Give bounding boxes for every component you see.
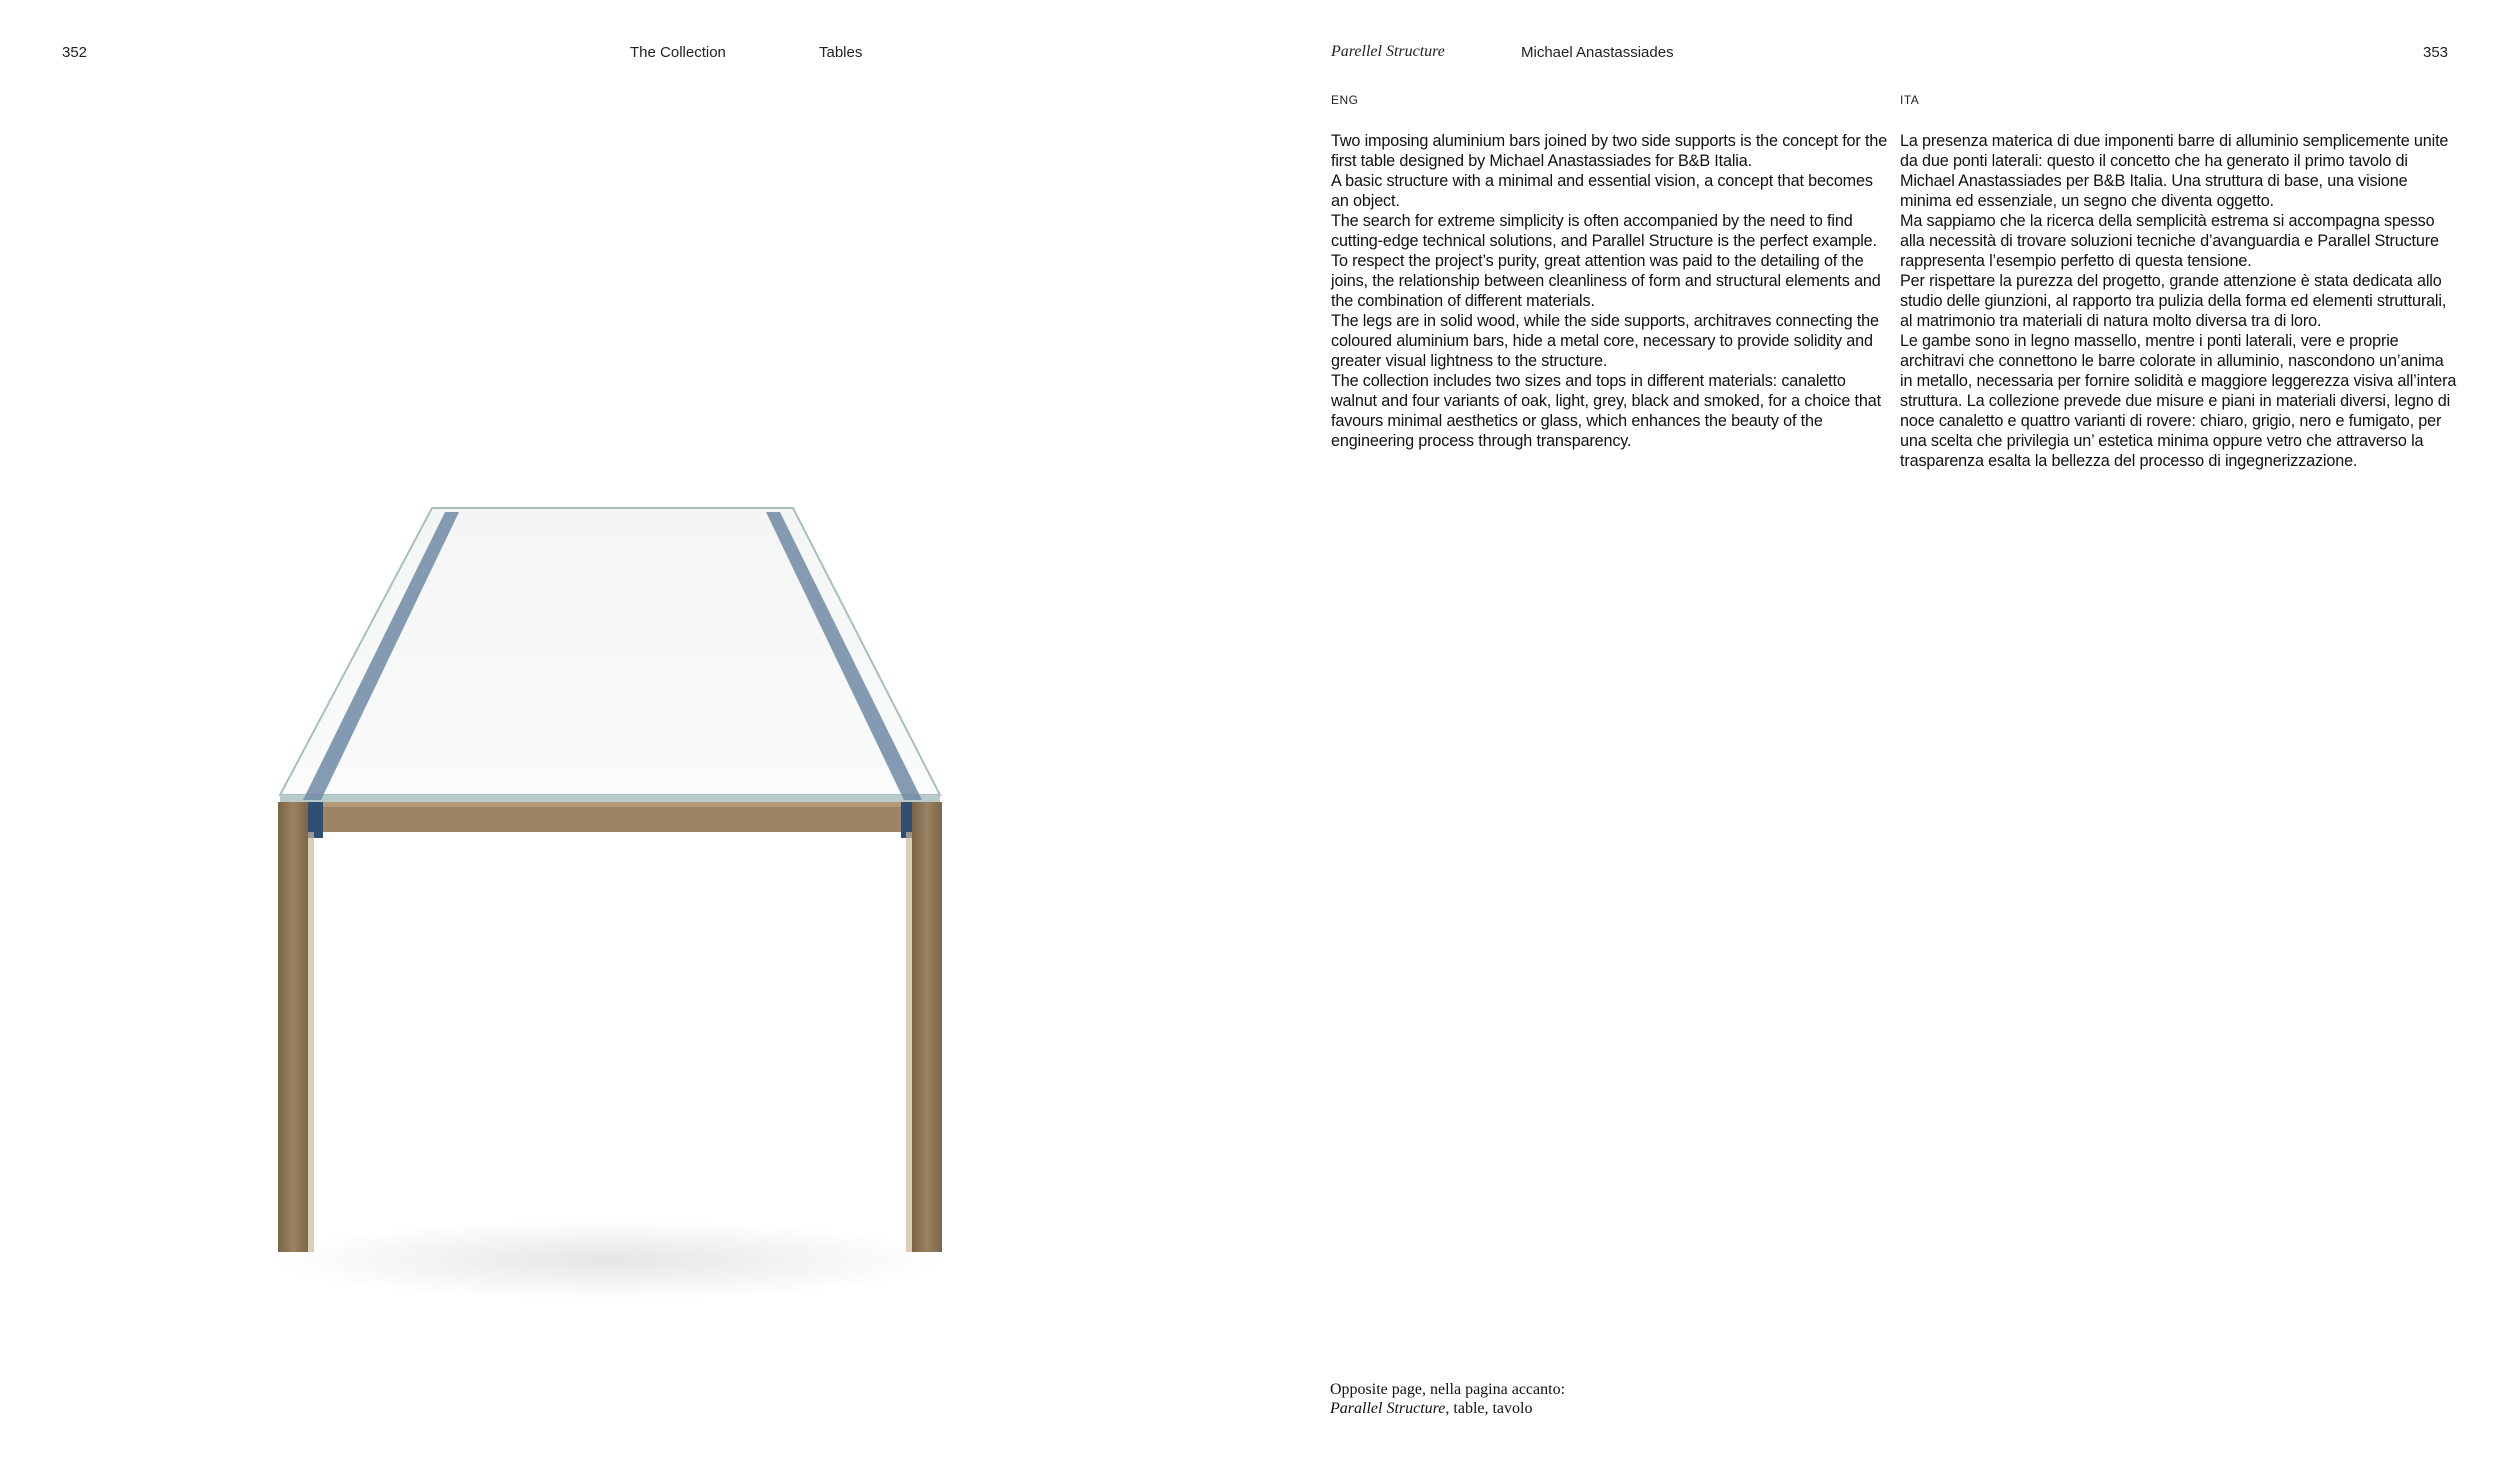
eng-paragraph: Two imposing aluminium bars joined by two side supports is the concept for the first table designed by Michael Anastassiades for B&B Italia. — [1331, 132, 1888, 170]
floor-shadow — [270, 1220, 950, 1300]
ita-paragraph: La presenza materica di due imponenti barre di alluminio semplicemente unite da due ponti laterali: questo il concetto che ha generato il primo tavolo di Michael Anastassiades per B&B Italia. Una struttura di base, una visione minima ed essenziale, un segno che diventa oggetto. — [1900, 132, 2449, 210]
eng-text — [1331, 131, 1891, 451]
caption-product-name: Parallel Structure — [1330, 1400, 1446, 1417]
ita-text — [1900, 131, 2460, 471]
product-title: Parellel Structure — [1331, 43, 1445, 60]
caption-line-2 — [1330, 1399, 1565, 1418]
header-category: Tables — [819, 44, 863, 61]
front-leg-left — [278, 802, 308, 1252]
table-photo — [200, 440, 1020, 1340]
eng-paragraph: A basic structure with a minimal and essential vision, a concept that becomes an object. — [1331, 172, 1873, 210]
eng-paragraph: The search for extreme simplicity is often accompanied by the need to find cutting-edge technical solutions, and Parallel Structure is the perfect example. To respect the project’s purity, great attention was paid to the detailing of the joins, the relationship between cleanliness of form and structural elements and the combination of different materials. — [1331, 212, 1881, 310]
glass-edge — [280, 795, 940, 802]
ita-label: ITA — [1900, 93, 1920, 107]
photo-caption — [1330, 1380, 1565, 1418]
caption-description: , table, tavolo — [1445, 1400, 1533, 1417]
caption-line: Opposite page, nella pagina accanto: — [1330, 1381, 1566, 1398]
front-leg-right — [912, 802, 942, 1252]
ita-paragraph: Le gambe sono in legno massello, mentre i ponti laterali, vere e proprie architravi che connettono le barre colorate in alluminio, nascondono un’anima in metallo, necessaria per fornire solidità e maggiore leggerezza visiva all’intera struttura. La collezione prevede due misure e piani in materiali diversi, legno di noce canaletto e quattro varianti di rovere: chiaro, grigio, nero e fumigato, per una scelta che privilegia un’ estetica minima oppure vetro che attraverso la trasparenza esalta la bellezza del processo di ingegnerizzazione. — [1900, 332, 2457, 470]
designer-name: Michael Anastassiades — [1521, 44, 1674, 61]
eng-label: ENG — [1331, 93, 1359, 107]
eng-paragraph: The legs are in solid wood, while the side supports, architraves connecting the coloured aluminium bars, hide a metal core, necessary to provide solidity and greater visual lightness to the structure. — [1331, 312, 1879, 370]
eng-paragraph: The collection includes two sizes and tops in different materials: canaletto walnut and four variants of oak, light, grey, black and smoked, for a choice that favours minimal aesthetics or glass, which enhances the beauty of the engineering process through transparency. — [1331, 372, 1881, 450]
page-number-left: 352 — [62, 44, 88, 61]
header-section: The Collection — [630, 44, 726, 61]
ita-paragraph: Ma sappiamo che la ricerca della semplicità estrema si accompagna spesso alla necessità di trovare soluzioni tecniche d’avanguardia e Parallel Structure rappresenta l’esempio perfetto di questa tensione. — [1900, 212, 2439, 270]
page-number-right: 353 — [2423, 44, 2449, 61]
ita-paragraph: Per rispettare la purezza del progetto, grande attenzione è stata dedicata allo studio delle giunzioni, al rapporto tra pulizia della forma ed elementi strutturali, al matrimonio tra materiali di natura molto diversa tra di loro. — [1900, 272, 2447, 330]
